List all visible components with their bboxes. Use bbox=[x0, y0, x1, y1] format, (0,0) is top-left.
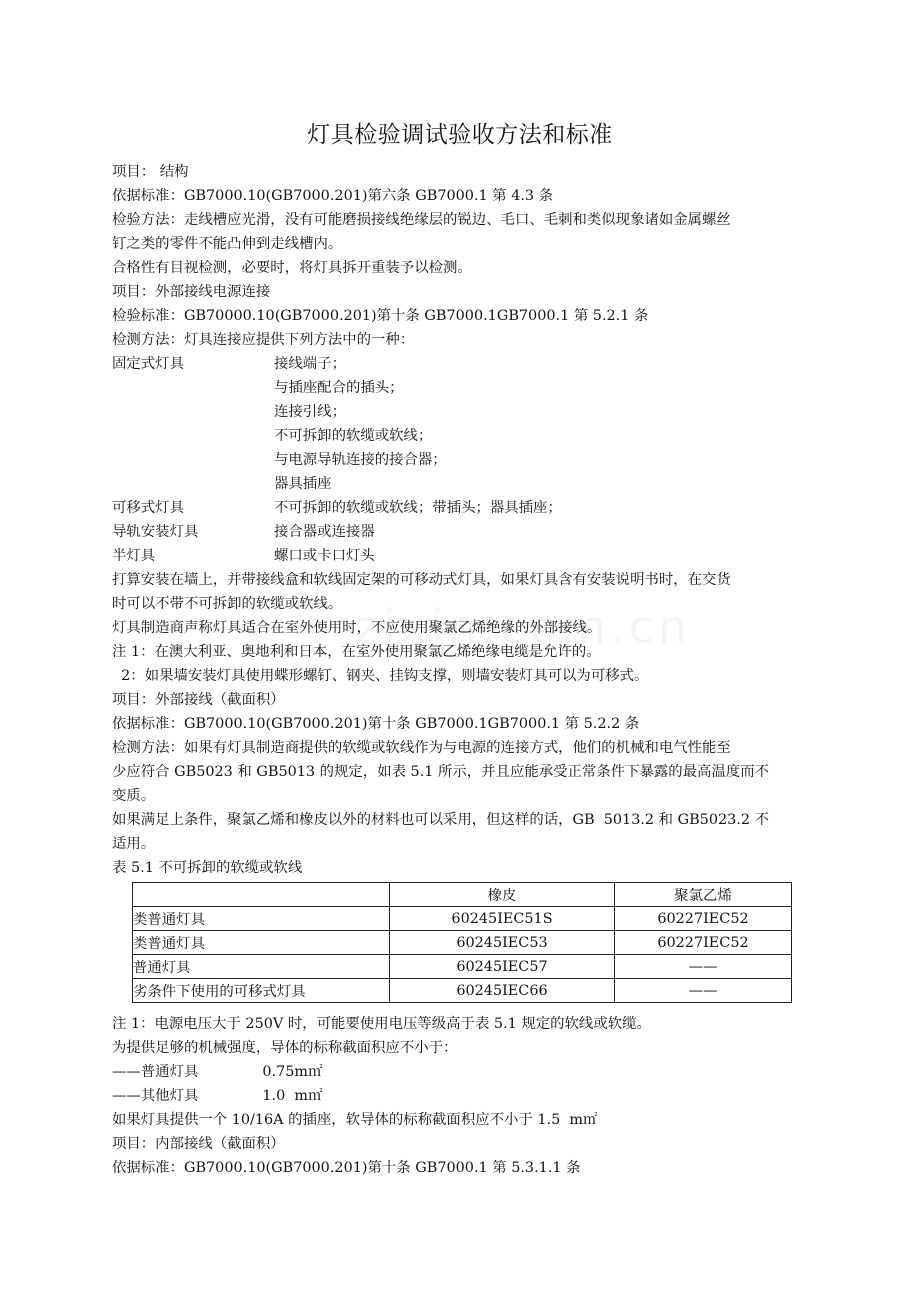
standard-line: 依据标准：GB7000.10(GB7000.201)第十条 GB7000.1GB7000.1 第 5.2.2 条 bbox=[112, 716, 640, 732]
table-row bbox=[133, 931, 792, 955]
table-header-cell: 聚氯乙烯 bbox=[615, 883, 792, 907]
fixed-lamp-label: 固定式灯具 bbox=[112, 356, 184, 372]
table-cell: 60245IEC51S bbox=[390, 907, 615, 931]
mobile-lamp-text: 不可拆卸的软缆或软线；带插头；器具插座； bbox=[274, 500, 562, 516]
fixed-lamp-item: 不可拆卸的软缆或软线； bbox=[274, 428, 433, 444]
paragraph-line: 如果满足上条件，聚氯乙烯和橡皮以外的材料也可以采用，但这样的话，GB 5013.2 和 GB5023.2 不 bbox=[112, 812, 770, 828]
paragraph-line: 为提供足够的机械强度，导体的标称截面积应不小于： bbox=[112, 1040, 458, 1056]
paragraph-line: 检验方法：走线槽应光滑，没有可能磨损接线绝缘层的锐边、毛口、毛刺和类似现象诸如金属螺丝 bbox=[112, 212, 731, 228]
half-lamp-text: 螺口或卡口灯头 bbox=[274, 548, 375, 564]
table-cell: 60245IEC66 bbox=[390, 979, 615, 1003]
fixed-lamp-item: 与电源导轨连接的接合器； bbox=[274, 452, 447, 468]
project-line: 项目：外部接线（截面积） bbox=[112, 692, 285, 708]
paragraph-line: 合格性有目视检测，必要时，将灯具拆开重装予以检测。 bbox=[112, 260, 472, 276]
fixed-lamp-item: 器具插座 bbox=[274, 476, 332, 492]
mobile-lamp-label: 可移式灯具 bbox=[112, 500, 184, 516]
project-line: 项目：外部接线电源连接 bbox=[112, 284, 271, 300]
rail-lamp-label: 导轨安装灯具 bbox=[112, 524, 199, 540]
project-line: 项目： 结构 bbox=[112, 164, 189, 180]
note-line: 2：如果墙安装灯具使用蝶形螺钉、钢夹、挂钩支撑，则墙安装灯具可以为可移式。 bbox=[112, 668, 649, 684]
table-cell: 类普通灯具 bbox=[133, 907, 390, 931]
half-lamp-label: 半灯具 bbox=[112, 548, 156, 564]
document-title: 灯具检验调试验收方法和标准 bbox=[307, 122, 613, 148]
note-line: 注 1：在澳大利亚、奥地利和日本，在室外使用聚氯乙烯绝缘电缆是允许的。 bbox=[112, 644, 601, 660]
note-line: 注 1：电源电压大于 250V 时，可能要使用电压等级高于表 5.1 规定的软线或软缆。 bbox=[112, 1016, 651, 1032]
table-cell: 60227IEC52 bbox=[615, 907, 792, 931]
table-cell: 劣条件下使用的可移式灯具 bbox=[133, 979, 390, 1003]
spec-line: ——其他灯具 1.0 m㎡ bbox=[112, 1088, 323, 1104]
cable-table bbox=[132, 882, 792, 1003]
paragraph-line: 打算安装在墙上，并带接线盒和软线固定架的可移动式灯具，如果灯具含有安装说明书时，在交货 bbox=[112, 572, 731, 588]
rail-lamp-text: 接合器或连接器 bbox=[274, 524, 375, 540]
table-header-row bbox=[133, 883, 792, 907]
table-cell: 普通灯具 bbox=[133, 955, 390, 979]
paragraph-line: 时可以不带不可拆卸的软缆或软线。 bbox=[112, 596, 343, 612]
paragraph-line: 检测方法：如果有灯具制造商提供的软缆或软线作为与电源的连接方式，他们的机械和电气性能至 bbox=[112, 740, 731, 756]
paragraph-line: 灯具制造商声称灯具适合在室外使用时，不应使用聚氯乙烯绝缘的外部接线。 bbox=[112, 620, 602, 636]
table-row bbox=[133, 955, 792, 979]
project-line: 项目：内部接线（截面积） bbox=[112, 1136, 285, 1152]
spec-line: ——普通灯具 0.75m㎡ bbox=[112, 1064, 323, 1080]
table-cell: —— bbox=[615, 955, 792, 979]
paragraph-line: 钉之类的零件不能凸伸到走线槽内。 bbox=[112, 236, 343, 252]
table-cell: 60245IEC57 bbox=[390, 955, 615, 979]
table-cell: 60227IEC52 bbox=[615, 931, 792, 955]
table-caption: 表 5.1 不可拆卸的软缆或软线 bbox=[112, 860, 303, 876]
table-cell: 类普通灯具 bbox=[133, 931, 390, 955]
table-cell: 60245IEC53 bbox=[390, 931, 615, 955]
standard-line: 依据标准：GB7000.10(GB7000.201)第六条 GB7000.1 第 4.3 条 bbox=[112, 188, 554, 204]
standard-line: 检验标准：GB70000.10(GB7000.201)第十条 GB7000.1GB7000.1 第 5.2.1 条 bbox=[112, 308, 649, 324]
paragraph-line: 少应符合 GB5023 和 GB5013 的规定，如表 5.1 所示，并且应能承受正常条件下暴露的最高温度而不 bbox=[112, 764, 770, 780]
paragraph-line: 如果灯具提供一个 10/16A 的插座，软导体的标称截面积应不小于 1.5 m㎡ bbox=[112, 1112, 598, 1128]
table-cell: —— bbox=[615, 979, 792, 1003]
fixed-lamp-item: 与插座配合的插头； bbox=[274, 380, 404, 396]
paragraph-line: 适用。 bbox=[112, 836, 156, 852]
table-header-cell: 橡皮 bbox=[390, 883, 615, 907]
fixed-lamp-item: 连接引线； bbox=[274, 404, 346, 420]
standard-line: 依据标准：GB7000.10(GB7000.201)第十条 GB7000.1 第 5.3.1.1 条 bbox=[112, 1160, 581, 1176]
table-header-cell bbox=[133, 883, 390, 907]
fixed-lamp-item: 接线端子； bbox=[274, 356, 346, 372]
table-row bbox=[133, 907, 792, 931]
table-row bbox=[133, 979, 792, 1003]
paragraph-line: 检测方法：灯具连接应提供下列方法中的一种： bbox=[112, 332, 415, 348]
paragraph-line: 变质。 bbox=[112, 788, 156, 804]
